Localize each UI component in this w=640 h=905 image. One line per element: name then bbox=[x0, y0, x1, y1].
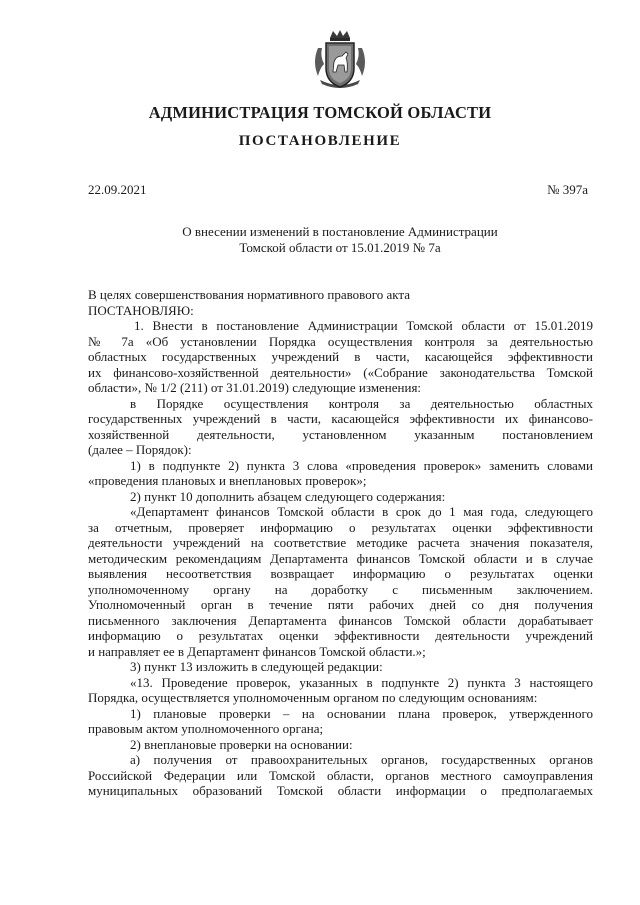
body-line: уполномоченному органу на доработку с письменным заключением. bbox=[88, 581, 593, 597]
body-line: Уполномоченный орган в течение пяти рабочих дней со дня получения bbox=[88, 597, 593, 612]
body-line: 1. Внести в постановление Администрации Томской области от 15.01.2019 bbox=[134, 318, 593, 333]
body-line: Порядка, осуществляется уполномоченным органом по следующим основаниям: bbox=[88, 690, 538, 705]
document-subject bbox=[110, 224, 570, 256]
document-date: 22.09.2021 bbox=[88, 182, 147, 197]
body-line: за отчетным, проверяет информацию о результатах оценки эффективности bbox=[88, 519, 593, 535]
body-line: методическим рекомендациям Департамента финансов Томской области и в случае bbox=[88, 550, 593, 566]
body-line: выявления несоответствия возвращает информацию о результатах оценки bbox=[88, 566, 593, 581]
body-line: Российской Федерации или Томской области, органов местного самоуправления bbox=[88, 767, 593, 783]
body-line: области», № 1/2 (211) от 31.01.2019) следующие изменения: bbox=[88, 380, 422, 395]
document-body bbox=[88, 287, 593, 799]
body-line: «13. Проведение проверок, указанных в подпункте 2) пункта 3 настоящего bbox=[130, 674, 593, 690]
body-line: «Департамент финансов Томской области в срок до 1 мая года, следующего bbox=[130, 504, 593, 519]
subject-line: Томской области от 15.01.2019 № 7а bbox=[239, 240, 441, 255]
body-line: областных государственных учреждений в части, касающейся эффективности bbox=[88, 349, 593, 364]
body-line: «проведения плановых и внеплановых проверок»; bbox=[88, 473, 367, 488]
body-line: ПОСТАНОВЛЯЮ: bbox=[88, 302, 194, 318]
body-line: 2) пункт 10 дополнить абзацем следующего содержания: bbox=[130, 488, 446, 504]
body-line: а) получения от правоохранительных органов, государственных органов bbox=[130, 752, 593, 767]
body-line: (далее – Порядок): bbox=[88, 442, 192, 457]
document-number: № 397а bbox=[547, 182, 588, 197]
body-line: В целях совершенствования нормативного правового акта bbox=[88, 287, 411, 302]
body-line: хозяйственной деятельности, установленном указанным постановлением bbox=[88, 426, 593, 442]
body-line: № 7а «Об установлении Порядка осуществления контроля за деятельностью bbox=[88, 333, 593, 349]
document-type: ПОСТАНОВЛЕНИЕ bbox=[238, 133, 402, 149]
body-line: 1) плановые проверки – на основании плана проверок, утвержденного bbox=[130, 705, 593, 721]
subject-line: О внесении изменений в постановление Администрации bbox=[182, 224, 498, 239]
body-line: в Порядке осуществления контроля за деятельностью областных bbox=[130, 395, 593, 411]
body-line: информацию о результатах оценки эффективности деятельности учреждений bbox=[88, 628, 593, 643]
body-line: государственных учреждений в части, касающейся эффективности их финансово- bbox=[88, 411, 593, 426]
body-line: деятельности учреждений на соответствие методике расчета значения показателя, bbox=[88, 535, 593, 550]
organization-title: АДМИНИСТРАЦИЯ ТОМСКОЙ ОБЛАСТИ bbox=[148, 103, 492, 122]
body-line: 2) внеплановые проверки на основании: bbox=[130, 736, 353, 752]
body-line: письменного заключения Департамента финансов Томской области дорабатывает bbox=[88, 612, 593, 628]
body-line: правовым актом уполномоченного органа; bbox=[88, 721, 324, 736]
body-line: 1) в подпункте 2) пункта 3 слова «проведения проверок» заменить словами bbox=[130, 457, 593, 473]
body-line: 3) пункт 13 изложить в следующей редакции: bbox=[130, 659, 383, 674]
body-line: муниципальных образований Томской области информации о предполагаемых bbox=[88, 783, 593, 798]
coat-of-arms-icon bbox=[308, 28, 372, 92]
body-line: и направляет ее в Департамент финансов Томской области.»; bbox=[88, 643, 426, 659]
body-line: их финансово-хозяйственной деятельности» («Собрание законодательства Томской bbox=[88, 364, 593, 380]
